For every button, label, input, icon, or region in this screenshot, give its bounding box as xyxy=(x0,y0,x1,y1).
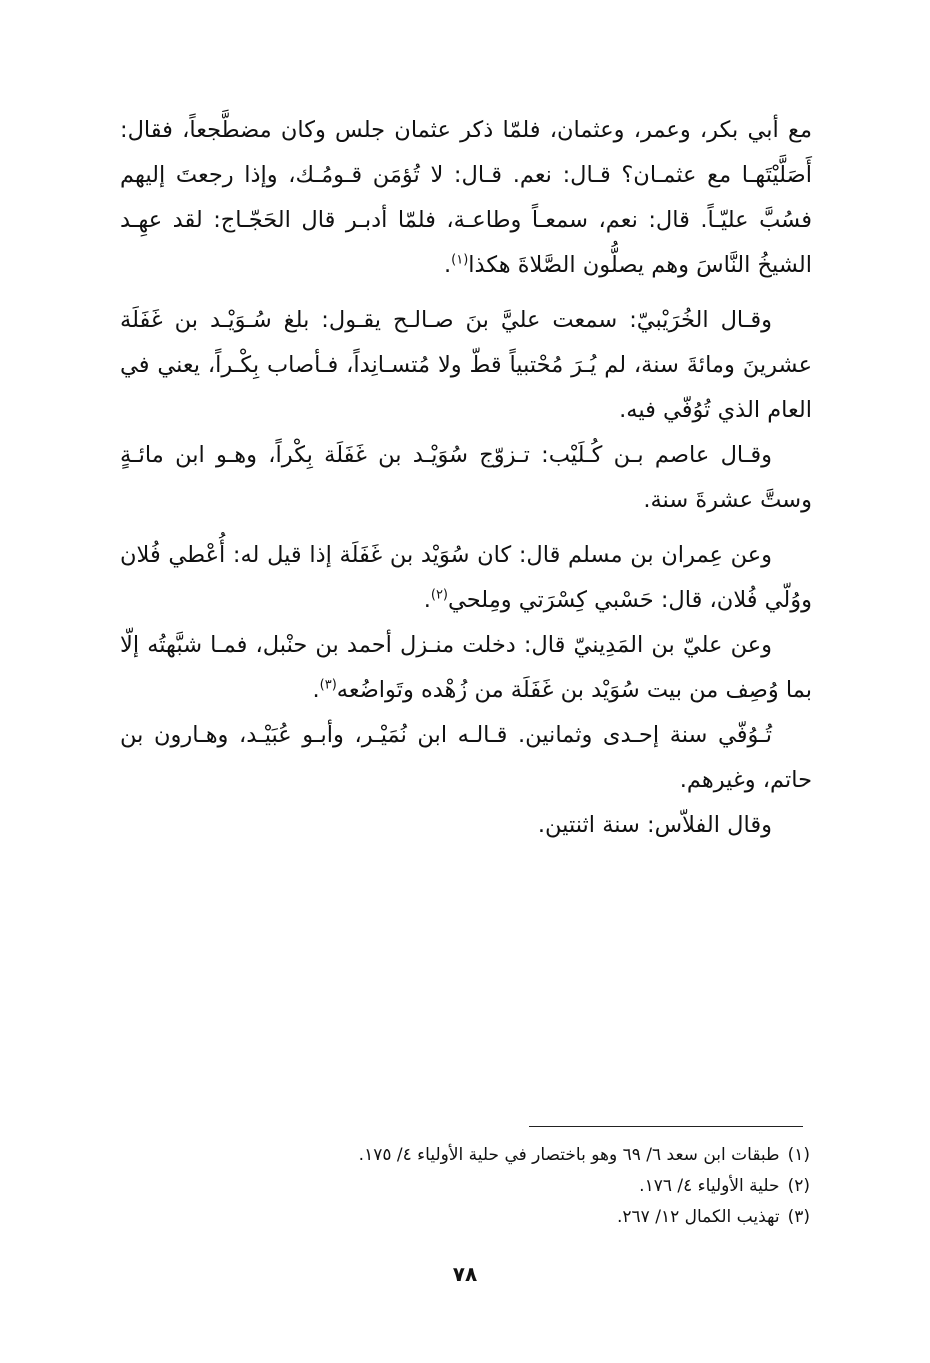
footnote-text: تهذيب الكمال ١٢/ ٢٦٧. xyxy=(616,1207,780,1227)
paragraph-text: وقـال عاصم بـن كُـلَيْب: تـزوّج سُوَيْـد بن غَفَلَة بِكْراً، وهـو ابن مائـةٍ وستَّ عشرةَ سنة. xyxy=(120,442,812,513)
footnote-divider xyxy=(529,1126,803,1127)
paragraph-death xyxy=(120,713,812,803)
paragraph-asim xyxy=(120,433,812,523)
paragraph-text: وعن عليّ بن المَدِينيّ قال: دخلت منـزل أحمد بن حنْبل، فمـا شبَّهتُه إلّا بما وُصِف من بيت سُوَيْد بن غَفَلَة من زُهْده وتَواضُعه xyxy=(120,632,812,703)
footnote-ref-1[interactable]: (١) xyxy=(451,252,469,268)
paragraph-text: وقال الفلاّس: سنة اثنتين. xyxy=(537,812,772,838)
page-number: ٧٨ xyxy=(452,1262,478,1286)
paragraph-text: وعن عِمران بن مسلم قال: كان سُوَيْد بن غَفَلَة إذا قيل له: أُعْطي فُلان ووُلّي فُلان، قال: حَسْبي كِسْرَتي ومِلحي xyxy=(120,542,812,613)
paragraph-khuraybi xyxy=(120,298,812,433)
footnote-3 xyxy=(210,1202,810,1233)
main-text xyxy=(120,108,812,848)
footnote-number: (٢) xyxy=(787,1176,810,1196)
paragraph-text: تُـوُفّي سنة إحـدى وثمانين. قـالـه ابن نُمَيْـر، وأبـو عُبَيْـد، وهـارون بن حاتم، وغيرهم. xyxy=(120,722,812,793)
footnote-ref-3[interactable]: (٣) xyxy=(319,677,337,693)
paragraph-text: وقـال الخُرَيْبيّ: سمعت عليَّ بنَ صـالـح يقـول: بلغ سُـوَيْـد بن غَفَلَة عشرينَ ومائةَ سنة، لم يُـرَ مُحْتبياً قطّ ولا مُتسـانِداً، فـأصاب بِكْـراً، يعني في العام الذي تُوُفّي فيه. xyxy=(120,307,812,423)
footnote-ref-2[interactable]: (٢) xyxy=(430,587,448,603)
footnote-2 xyxy=(210,1171,810,1202)
paragraph-fallas xyxy=(120,803,812,848)
footnote-text: طبقات ابن سعد ٦/ ٦٩ وهو باختصار في حلية الأولياء ٤/ ١٧٥. xyxy=(358,1145,780,1165)
footnote-1 xyxy=(210,1140,810,1171)
footnotes xyxy=(210,1140,810,1233)
footnote-number: (١) xyxy=(787,1145,810,1165)
paragraph-madini: وعن عليّ بن المَدِينيّ قال: دخلت منـزل أحمد بن حنْبل، فمـا شبَّهتُه إلّا بما وُصِف من بيت سُوَيْد بن غَفَلَة من زُهْده وتَواضُعه$^{(٣)}$. xyxy=(120,632,812,703)
footnote-number: (٣) xyxy=(787,1207,810,1227)
paragraph-text: مع أبي بكر، وعمر، وعثمان، فلمّا ذكر عثمان جلس وكان مضطَّجعاً، فقال: أَصَلَّيْتَهـا مع عثمـان؟ قـال: نعم. قـال: لا تُؤمَن قـومُـك، وإذا رجعتَ إليهم فسُبَّ عليّـاً. قال: نعم، سمعـاً وطاعـة، فلمّا أدبـر قال الحَجّـاج: لقد عهِـد الشيخُ النَّاسَ وهم يصلُّون الصَّلاةَ هكذا xyxy=(120,117,812,278)
footnote-text: حلية الأولياء ٤/ ١٧٦. xyxy=(639,1176,780,1196)
paragraph-imran: وعن عِمران بن مسلم قال: كان سُوَيْد بن غَفَلَة إذا قيل له: أُعْطي فُلان ووُلّي فُلان، قال: حَسْبي كِسْرَتي ومِلحي$^{(٢)}$. xyxy=(120,542,812,613)
paragraph-continued: مع أبي بكر، وعمر، وعثمان، فلمّا ذكر عثمان جلس وكان مضطَّجعاً، فقال: أَصَلَّيْتَهـا مع عثمـان؟ قـال: نعم. قـال: لا تُؤمَن قـومُـك، وإذا رجعتَ إليهم فسُبَّ عليّـاً. قال: نعم، سمعـاً وطاعـة، فلمّا أدبـر قال الحَجّـاج: لقد عهِـد الشيخُ النَّاسَ وهم يصلُّون الصَّلاةَ هكذا$^{(١)}$. xyxy=(120,117,812,278)
